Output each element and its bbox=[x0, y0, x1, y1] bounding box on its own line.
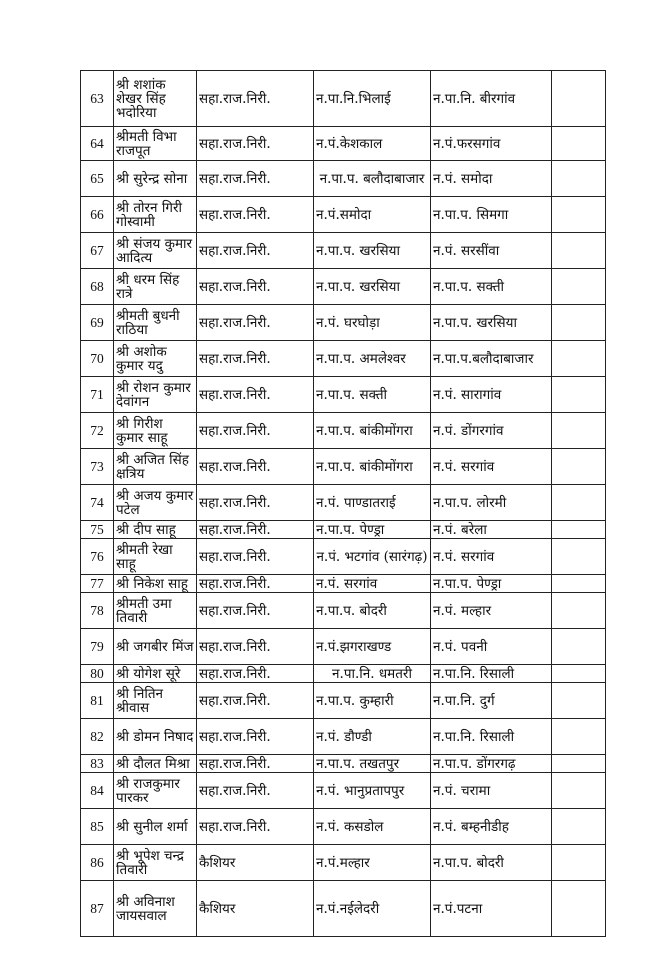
remark-cell bbox=[552, 683, 606, 719]
serial-number-cell: 68 bbox=[81, 269, 114, 305]
table-row bbox=[81, 233, 606, 269]
new-posting-cell: न.पा.नि. रिसाली bbox=[431, 665, 552, 683]
current-posting-cell: न.पं.झगराखण्ड bbox=[314, 629, 431, 665]
remark-cell bbox=[552, 593, 606, 629]
remark-cell bbox=[552, 377, 606, 413]
current-posting-cell: न.पा.नि. धमतरी bbox=[314, 665, 431, 683]
new-posting-cell: न.पं.फरसगांव bbox=[431, 127, 552, 161]
serial-number-cell: 69 bbox=[81, 305, 114, 341]
remark-cell bbox=[552, 881, 606, 937]
new-posting-cell: न.पं. बरेला bbox=[431, 521, 552, 539]
current-posting-cell: न.पा.प. बोदरी bbox=[314, 593, 431, 629]
table-row bbox=[81, 755, 606, 773]
remark-cell bbox=[552, 755, 606, 773]
employee-name-cell: श्री धरम सिंह रात्रे bbox=[114, 269, 197, 305]
serial-number-cell: 78 bbox=[81, 593, 114, 629]
employee-name-cell: श्री संजय कुमार आदित्य bbox=[114, 233, 197, 269]
remark-cell bbox=[552, 845, 606, 881]
designation-cell: सहा.राज.निरी. bbox=[197, 755, 314, 773]
employee-name-cell: श्री राजकुमार पारकर bbox=[114, 773, 197, 809]
remark-cell bbox=[552, 71, 606, 127]
designation-cell: सहा.राज.निरी. bbox=[197, 629, 314, 665]
serial-number-cell: 66 bbox=[81, 197, 114, 233]
serial-number-cell: 86 bbox=[81, 845, 114, 881]
table-row bbox=[81, 719, 606, 755]
remark-cell bbox=[552, 269, 606, 305]
employee-name-cell: श्री योगेश सूरे bbox=[114, 665, 197, 683]
table-row bbox=[81, 773, 606, 809]
employee-name-cell: श्री अजित सिंह क्षत्रिय bbox=[114, 449, 197, 485]
designation-cell: सहा.राज.निरी. bbox=[197, 413, 314, 449]
new-posting-cell: न.पं. समोदा bbox=[431, 161, 552, 197]
new-posting-cell: न.पा.प.बलौदाबाजार bbox=[431, 341, 552, 377]
designation-cell: सहा.राज.निरी. bbox=[197, 449, 314, 485]
current-posting-cell: न.पं. भानुप्रतापपुर bbox=[314, 773, 431, 809]
serial-number-cell: 72 bbox=[81, 413, 114, 449]
table-row bbox=[81, 197, 606, 233]
current-posting-cell: न.पा.प. तखतपुर bbox=[314, 755, 431, 773]
employee-name-cell: श्री भूपेश चन्द्र तिवारी bbox=[114, 845, 197, 881]
remark-cell bbox=[552, 161, 606, 197]
table-row bbox=[81, 845, 606, 881]
employee-name-cell: श्री गिरीश कुमार साहू bbox=[114, 413, 197, 449]
employee-name-cell: श्री निकेश साहू bbox=[114, 575, 197, 593]
current-posting-cell: न.पा.प. खरसिया bbox=[314, 233, 431, 269]
current-posting-cell: न.पं. पाण्डातराई bbox=[314, 485, 431, 521]
table-row bbox=[81, 521, 606, 539]
designation-cell: सहा.राज.निरी. bbox=[197, 485, 314, 521]
designation-cell: कैशियर bbox=[197, 845, 314, 881]
current-posting-cell: न.पं. सरगांव bbox=[314, 575, 431, 593]
current-posting-cell: न.पा.प. अमलेश्वर bbox=[314, 341, 431, 377]
designation-cell: सहा.राज.निरी. bbox=[197, 593, 314, 629]
new-posting-cell: न.पा.प. बोदरी bbox=[431, 845, 552, 881]
current-posting-cell: न.पा.नि.भिलाई bbox=[314, 71, 431, 127]
new-posting-cell: न.पं. सारागांव bbox=[431, 377, 552, 413]
new-posting-cell: न.पा.प. पेण्ड्रा bbox=[431, 575, 552, 593]
remark-cell bbox=[552, 809, 606, 845]
employee-name-cell: श्री अविनाश जायसवाल bbox=[114, 881, 197, 937]
current-posting-cell: न.पं.केशकाल bbox=[314, 127, 431, 161]
employee-name-cell: श्री नितिन श्रीवास bbox=[114, 683, 197, 719]
current-posting-cell: न.पा.प. कुम्हारी bbox=[314, 683, 431, 719]
remark-cell bbox=[552, 485, 606, 521]
table-row bbox=[81, 575, 606, 593]
table-row bbox=[81, 269, 606, 305]
current-posting-cell: न.पं.नईलेदरी bbox=[314, 881, 431, 937]
serial-number-cell: 75 bbox=[81, 521, 114, 539]
serial-number-cell: 73 bbox=[81, 449, 114, 485]
new-posting-cell: न.पं. सरगांव bbox=[431, 539, 552, 575]
transfer-list-table bbox=[80, 70, 606, 937]
remark-cell bbox=[552, 629, 606, 665]
new-posting-cell: न.पं. पवनी bbox=[431, 629, 552, 665]
current-posting-cell: न.पं. कसडोल bbox=[314, 809, 431, 845]
serial-number-cell: 87 bbox=[81, 881, 114, 937]
current-posting-cell: न.पं. भटगांव (सारंगढ़) bbox=[314, 539, 431, 575]
designation-cell: सहा.राज.निरी. bbox=[197, 773, 314, 809]
designation-cell: सहा.राज.निरी. bbox=[197, 197, 314, 233]
remark-cell bbox=[552, 127, 606, 161]
table-body bbox=[81, 71, 606, 937]
table-row bbox=[81, 629, 606, 665]
designation-cell: सहा.राज.निरी. bbox=[197, 233, 314, 269]
new-posting-cell: न.पा.प. सक्ती bbox=[431, 269, 552, 305]
employee-name-cell: श्री डोमन निषाद bbox=[114, 719, 197, 755]
designation-cell: सहा.राज.निरी. bbox=[197, 269, 314, 305]
new-posting-cell: न.पा.प. डोंगरगढ़ bbox=[431, 755, 552, 773]
remark-cell bbox=[552, 575, 606, 593]
current-posting-cell: न.पा.प. बलौदाबाजार bbox=[314, 161, 431, 197]
table-row bbox=[81, 539, 606, 575]
serial-number-cell: 83 bbox=[81, 755, 114, 773]
remark-cell bbox=[552, 341, 606, 377]
table-row bbox=[81, 449, 606, 485]
employee-name-cell: श्री अशोक कुमार यदु bbox=[114, 341, 197, 377]
current-posting-cell: न.पं.समोदा bbox=[314, 197, 431, 233]
new-posting-cell: न.पं. सरगांव bbox=[431, 449, 552, 485]
serial-number-cell: 74 bbox=[81, 485, 114, 521]
employee-name-cell: श्री दौलत मिश्रा bbox=[114, 755, 197, 773]
employee-name-cell: श्री जगबीर मिंज bbox=[114, 629, 197, 665]
table-row bbox=[81, 413, 606, 449]
employee-name-cell: श्रीमती बुधनी राठिया bbox=[114, 305, 197, 341]
designation-cell: सहा.राज.निरी. bbox=[197, 305, 314, 341]
new-posting-cell: न.पा.नि. रिसाली bbox=[431, 719, 552, 755]
new-posting-cell: न.पं. चरामा bbox=[431, 773, 552, 809]
employee-name-cell: श्रीमती विभा राजपूत bbox=[114, 127, 197, 161]
serial-number-cell: 71 bbox=[81, 377, 114, 413]
designation-cell: सहा.राज.निरी. bbox=[197, 161, 314, 197]
current-posting-cell: न.पा.प. बांकीमोंगरा bbox=[314, 413, 431, 449]
employee-name-cell: श्री दीप साहू bbox=[114, 521, 197, 539]
new-posting-cell: न.पं. बम्हनीडीह bbox=[431, 809, 552, 845]
designation-cell: सहा.राज.निरी. bbox=[197, 521, 314, 539]
current-posting-cell: न.पा.प. बांकीमोंगरा bbox=[314, 449, 431, 485]
employee-name-cell: श्री सुरेन्द्र सोना bbox=[114, 161, 197, 197]
table-row bbox=[81, 485, 606, 521]
serial-number-cell: 80 bbox=[81, 665, 114, 683]
table-row bbox=[81, 881, 606, 937]
designation-cell: सहा.राज.निरी. bbox=[197, 71, 314, 127]
serial-number-cell: 70 bbox=[81, 341, 114, 377]
designation-cell: सहा.राज.निरी. bbox=[197, 809, 314, 845]
remark-cell bbox=[552, 539, 606, 575]
designation-cell: सहा.राज.निरी. bbox=[197, 127, 314, 161]
employee-name-cell: श्री रोशन कुमार देवांगन bbox=[114, 377, 197, 413]
serial-number-cell: 81 bbox=[81, 683, 114, 719]
new-posting-cell: न.पा.नि. दुर्ग bbox=[431, 683, 552, 719]
employee-name-cell: श्रीमती रेखा साहू bbox=[114, 539, 197, 575]
table-row bbox=[81, 341, 606, 377]
current-posting-cell: न.पं. घरघोड़ा bbox=[314, 305, 431, 341]
serial-number-cell: 85 bbox=[81, 809, 114, 845]
table-row bbox=[81, 305, 606, 341]
table-row bbox=[81, 665, 606, 683]
current-posting-cell: न.पं. डौण्डी bbox=[314, 719, 431, 755]
remark-cell bbox=[552, 665, 606, 683]
new-posting-cell: न.पं.पटना bbox=[431, 881, 552, 937]
table-row bbox=[81, 377, 606, 413]
remark-cell bbox=[552, 449, 606, 485]
serial-number-cell: 64 bbox=[81, 127, 114, 161]
designation-cell: कैशियर bbox=[197, 881, 314, 937]
table-row bbox=[81, 161, 606, 197]
serial-number-cell: 76 bbox=[81, 539, 114, 575]
employee-name-cell: श्रीमती उमा तिवारी bbox=[114, 593, 197, 629]
remark-cell bbox=[552, 719, 606, 755]
serial-number-cell: 84 bbox=[81, 773, 114, 809]
remark-cell bbox=[552, 521, 606, 539]
serial-number-cell: 77 bbox=[81, 575, 114, 593]
employee-name-cell: श्री तोरन गिरी गोस्वामी bbox=[114, 197, 197, 233]
current-posting-cell: न.पा.प. पेण्ड्रा bbox=[314, 521, 431, 539]
table-row bbox=[81, 71, 606, 127]
designation-cell: सहा.राज.निरी. bbox=[197, 719, 314, 755]
table-row bbox=[81, 683, 606, 719]
current-posting-cell: न.पं.मल्हार bbox=[314, 845, 431, 881]
serial-number-cell: 82 bbox=[81, 719, 114, 755]
new-posting-cell: न.पा.प. सिमगा bbox=[431, 197, 552, 233]
table-row bbox=[81, 809, 606, 845]
remark-cell bbox=[552, 233, 606, 269]
serial-number-cell: 79 bbox=[81, 629, 114, 665]
designation-cell: सहा.राज.निरी. bbox=[197, 377, 314, 413]
serial-number-cell: 67 bbox=[81, 233, 114, 269]
designation-cell: सहा.राज.निरी. bbox=[197, 683, 314, 719]
employee-name-cell: श्री अजय कुमार पटेल bbox=[114, 485, 197, 521]
designation-cell: सहा.राज.निरी. bbox=[197, 341, 314, 377]
serial-number-cell: 65 bbox=[81, 161, 114, 197]
new-posting-cell: न.पं. मल्हार bbox=[431, 593, 552, 629]
new-posting-cell: न.पा.नि. बीरगांव bbox=[431, 71, 552, 127]
new-posting-cell: न.पं. डोंगरगांव bbox=[431, 413, 552, 449]
remark-cell bbox=[552, 305, 606, 341]
new-posting-cell: न.पा.प. लोरमी bbox=[431, 485, 552, 521]
designation-cell: सहा.राज.निरी. bbox=[197, 539, 314, 575]
table-row bbox=[81, 593, 606, 629]
table-row bbox=[81, 127, 606, 161]
employee-name-cell: श्री शशांक शेखर सिंह भदोरिया bbox=[114, 71, 197, 127]
remark-cell bbox=[552, 773, 606, 809]
current-posting-cell: न.पा.प. खरसिया bbox=[314, 269, 431, 305]
current-posting-cell: न.पा.प. सक्ती bbox=[314, 377, 431, 413]
employee-name-cell: श्री सुनील शर्मा bbox=[114, 809, 197, 845]
new-posting-cell: न.पं. सरसींवा bbox=[431, 233, 552, 269]
designation-cell: सहा.राज.निरी. bbox=[197, 665, 314, 683]
serial-number-cell: 63 bbox=[81, 71, 114, 127]
remark-cell bbox=[552, 197, 606, 233]
new-posting-cell: न.पा.प. खरसिया bbox=[431, 305, 552, 341]
designation-cell: सहा.राज.निरी. bbox=[197, 575, 314, 593]
remark-cell bbox=[552, 413, 606, 449]
